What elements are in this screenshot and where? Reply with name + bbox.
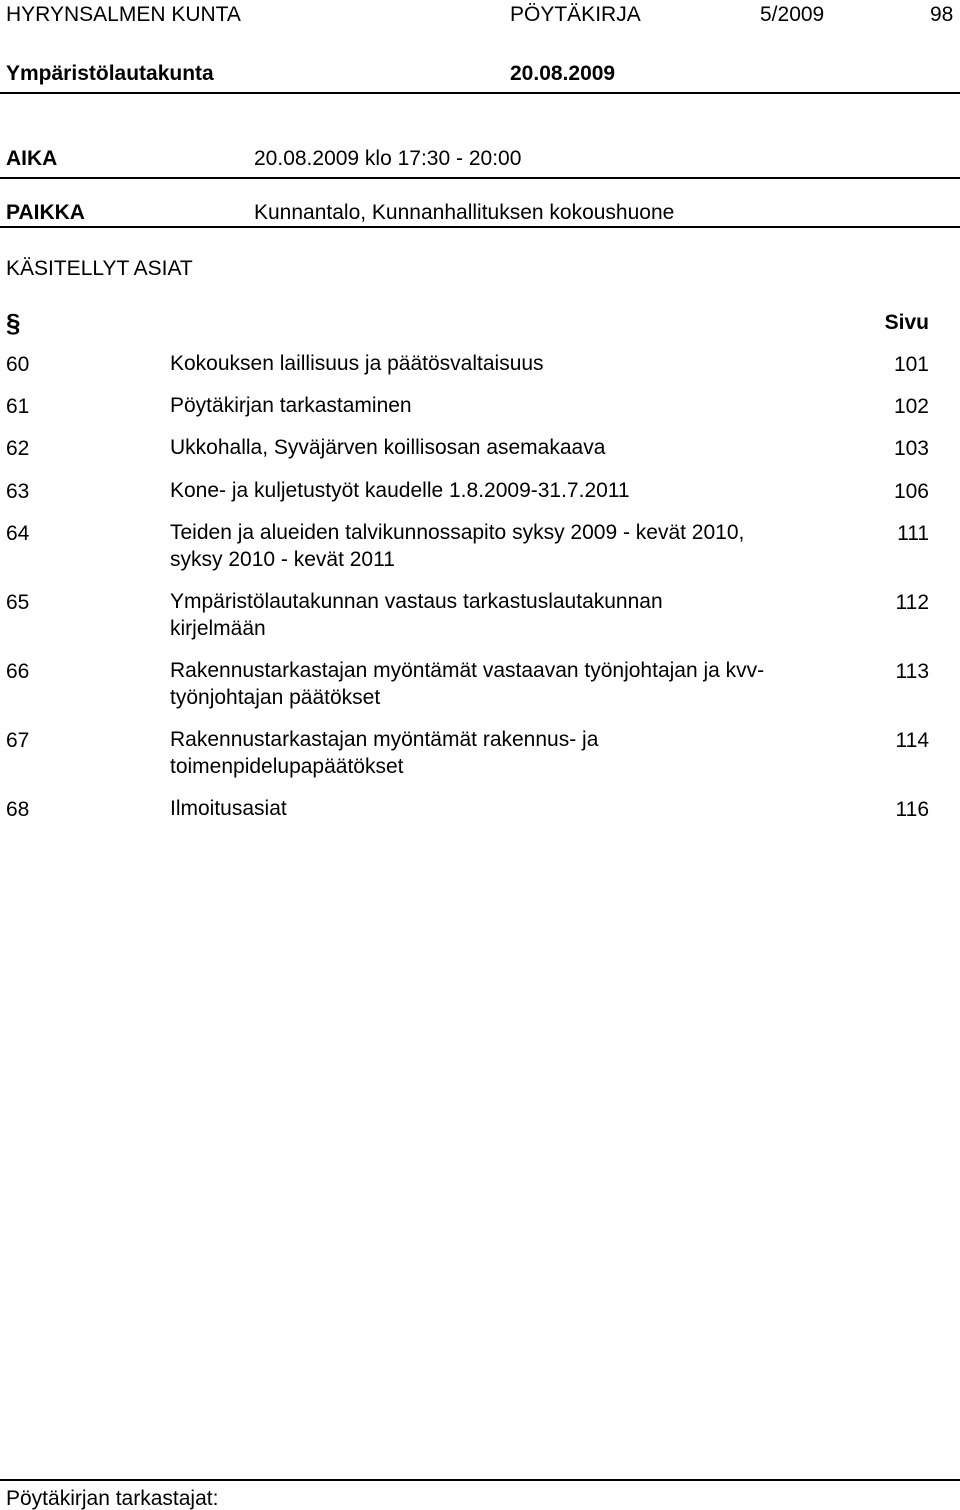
item-page: 112 — [895, 591, 929, 614]
place-value: Kunnantalo, Kunnanhallituksen kokoushuone — [254, 201, 675, 224]
item-number: 68 — [6, 798, 30, 821]
place-label: PAIKKA — [6, 201, 85, 224]
item-number: 64 — [6, 522, 30, 545]
item-title: Rakennustarkastajan myöntämät vastaavan työnjohtajan ja kvv-työnjohtajan päätökset — [170, 659, 765, 709]
item-number: 62 — [6, 437, 30, 460]
item-title: Pöytäkirjan tarkastaminen — [170, 394, 412, 417]
footer-divider — [0, 1479, 960, 1481]
document-number: 5/2009 — [760, 3, 825, 26]
section-symbol: § — [6, 308, 21, 338]
item-page: 111 — [897, 522, 929, 545]
item-page: 106 — [893, 480, 929, 503]
item-title: Kone- ja kuljetustyöt kaudelle 1.8.2009-31.7.2011 — [170, 479, 630, 502]
item-title: Teiden ja alueiden talvikunnossapito syksy 2009 - kevät 2010, syksy 2010 - kevät 2011 — [170, 521, 745, 571]
time-label: AIKA — [6, 147, 58, 170]
item-page: 103 — [893, 437, 929, 460]
header-divider — [0, 92, 960, 94]
item-title: Ilmoitusasiat — [170, 797, 287, 820]
item-number: 63 — [6, 480, 30, 503]
item-number: 60 — [6, 353, 30, 376]
page-number: 98 — [930, 3, 954, 26]
item-number: 67 — [6, 729, 30, 752]
place-divider — [0, 226, 960, 228]
page-column-label: Sivu — [884, 311, 929, 334]
item-title: Ympäristölautakunnan vastaus tarkastuslautakunnan kirjelmään — [170, 590, 663, 640]
item-page: 116 — [895, 798, 929, 821]
document-type: PÖYTÄKIRJA — [510, 3, 641, 26]
municipality-name: HYRYNSALMEN KUNTA — [6, 3, 241, 26]
item-title: Rakennustarkastajan myöntämät rakennus- ja toimenpidelupapäätökset — [170, 728, 599, 778]
item-page: 114 — [895, 729, 929, 752]
item-page: 113 — [895, 660, 929, 683]
time-divider — [0, 177, 960, 179]
item-page: 101 — [893, 353, 929, 376]
signers-label: Pöytäkirjan tarkastajat: — [6, 1487, 219, 1510]
item-number: 66 — [6, 660, 30, 683]
time-value: 20.08.2009 klo 17:30 - 20:00 — [254, 147, 522, 170]
item-page: 102 — [893, 395, 929, 418]
meeting-date: 20.08.2009 — [510, 62, 616, 85]
item-title: Ukkohalla, Syväjärven koillisosan asemakaava — [170, 436, 606, 459]
item-number: 65 — [6, 591, 30, 614]
agenda-heading: KÄSITELLYT ASIAT — [6, 257, 193, 280]
item-number: 61 — [6, 395, 30, 418]
board-name: Ympäristölautakunta — [6, 62, 214, 85]
item-title: Kokouksen laillisuus ja päätösvaltaisuus — [170, 352, 544, 375]
